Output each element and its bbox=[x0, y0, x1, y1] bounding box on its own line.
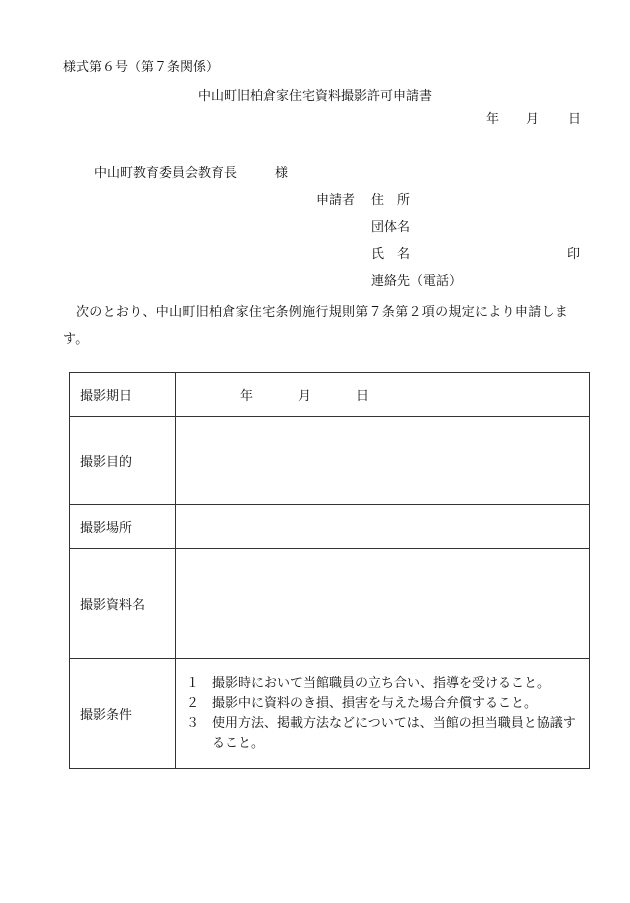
shooting-date-value bbox=[176, 373, 590, 417]
condition-text: 撮影中に資料のき損、損害を与えた場合弁償すること。 bbox=[212, 695, 538, 711]
shooting-date-year: 年 bbox=[240, 389, 254, 404]
shooting-purpose-label: 撮影目的 bbox=[70, 417, 176, 505]
shooting-conditions-list bbox=[176, 659, 590, 769]
date-year: 年 bbox=[486, 112, 500, 127]
shooting-location-label: 撮影場所 bbox=[70, 505, 176, 549]
application-date bbox=[486, 112, 581, 128]
document-title: 中山町旧柏倉家住宅資料撮影許可申請書 bbox=[197, 89, 432, 104]
form-number: 様式第６号（第７条関係） bbox=[63, 60, 220, 75]
table-row-conditions bbox=[70, 659, 590, 769]
table-row-date bbox=[70, 373, 590, 417]
condition-item bbox=[186, 714, 581, 754]
shooting-date-month: 月 bbox=[298, 389, 312, 404]
shooting-date-label: 撮影期日 bbox=[70, 373, 176, 417]
condition-item bbox=[186, 674, 581, 694]
shooting-location-value bbox=[176, 505, 590, 549]
shooting-materials-label: 撮影資料名 bbox=[70, 549, 176, 659]
shooting-purpose-value bbox=[176, 417, 590, 505]
date-month: 月 bbox=[526, 112, 540, 127]
applicant-organization-label: 団体名 bbox=[371, 220, 411, 235]
condition-text: 使用方法、掲載方法などについては、当館の担当職員と協議すること。 bbox=[212, 715, 576, 751]
addressee-suffix: 様 bbox=[275, 166, 289, 181]
condition-item bbox=[186, 694, 581, 714]
shooting-conditions-label: 撮影条件 bbox=[70, 659, 176, 769]
date-day: 日 bbox=[568, 112, 582, 127]
table-row-materials bbox=[70, 549, 590, 659]
shooting-materials-value bbox=[176, 549, 590, 659]
seal-mark: 印 bbox=[567, 247, 581, 262]
condition-number: １ bbox=[186, 675, 200, 691]
addressee-name: 中山町教育委員会教育長 bbox=[94, 166, 238, 181]
shooting-date-day: 日 bbox=[356, 389, 370, 404]
table-row-location bbox=[70, 505, 590, 549]
permit-details-table bbox=[69, 372, 590, 769]
applicant-address-label: 住 所 bbox=[371, 193, 411, 208]
condition-number: ３ bbox=[186, 715, 200, 731]
applicant-name-label: 氏 名 bbox=[371, 247, 411, 262]
application-statement: 次のとおり、中山町旧柏倉家住宅条例施行規則第７条第２項の規定により申請します。 bbox=[63, 305, 569, 347]
table-row-purpose bbox=[70, 417, 590, 505]
applicant-role: 申請者 bbox=[316, 193, 356, 208]
condition-number: ２ bbox=[186, 695, 200, 711]
condition-text: 撮影時において当館職員の立ち合い、指導を受けること。 bbox=[212, 675, 551, 691]
applicant-contact-label: 連絡先（電話） bbox=[371, 274, 463, 289]
